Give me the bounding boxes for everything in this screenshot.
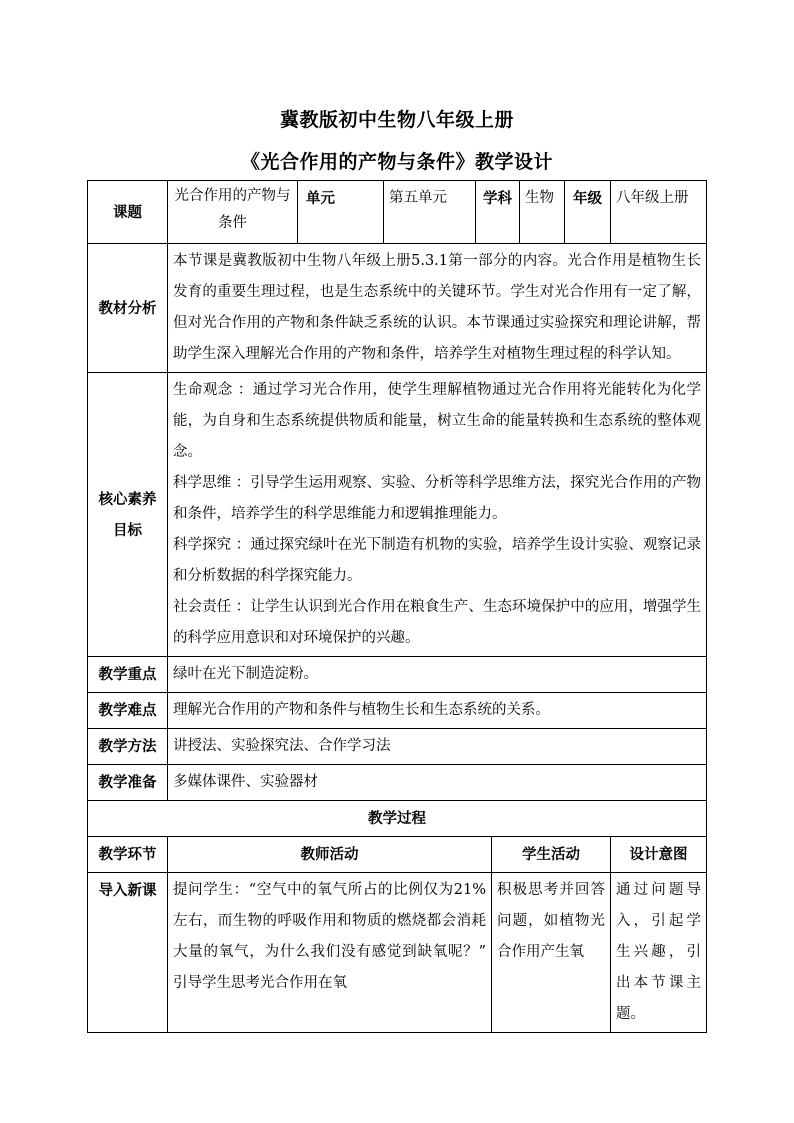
process-col-intent: 设计意图 (611, 837, 707, 873)
course-value (168, 181, 298, 244)
document-subtitle: 《光合作用的产物与条件》教学设计 (240, 151, 553, 173)
difficulty-label: 教学难点 (88, 693, 168, 729)
textbook-analysis-label: 教材分析 (88, 244, 168, 373)
methods-label: 教学方法 (88, 729, 168, 765)
textbook-analysis-paragraph: 本节课是冀教版初中生物八年级上册5.3.1第一部分的内容。光合作用是植物生长发育的重要生理过程，也是生态系统中的关键环节。学生对光合作用有一定了解，但对光合作用的产物和条件缺乏系统的认识。本节课通过实验探究和理论讲解，帮助学生深入理解光合作用的产物和条件，培养学生对植物生理过程的科学认知。 (173, 253, 701, 362)
unit-value: 第五单元 (384, 181, 476, 244)
preparation-row (88, 765, 707, 801)
process-teacher-activity: 提问学生：“空气中的氧气所占的比例仅为21% 左右，而生物的呼吸作用和物质的燃烧都会消耗大量的氧气，为什么我们没有感觉到缺氧呢？” 引导学生思考光合作用在氧 (168, 873, 492, 1033)
process-col-stage: 教学环节 (88, 837, 168, 873)
process-student-activity: 积极思考并回答问题，如植物光合作用产生氧 (492, 873, 611, 1033)
difficulty-row (88, 693, 707, 729)
core-literacy-label-line1: 核心素养 (98, 490, 157, 508)
core-literacy-item: 生命观念 ：通过学习光合作用，使学生理解植物通过光合作用将光能转化为化学能，为自身和生态系统提供物质和能量，树立生命的能量转换和生态系统的整体观念。 (173, 382, 701, 460)
course-label: 课题 (88, 181, 168, 244)
preparation-text: 多媒体课件、实验器材 (168, 765, 707, 801)
table-row (88, 873, 707, 1033)
info-row (88, 181, 707, 244)
process-header-row (88, 837, 707, 873)
grade-value: 八年级上册 (611, 181, 707, 244)
core-literacy-label (88, 373, 168, 657)
core-literacy-item: 社会责任 ：让学生认识到光合作用在粮食生产、生态环境保护中的应用，增强学生的科学应用意识和对环境保护的兴趣。 (173, 599, 701, 646)
methods-row (88, 729, 707, 765)
difficulty-text: 理解光合作用的产物和条件与植物生长和生态系统的关系。 (168, 693, 707, 729)
preparation-label: 教学准备 (88, 765, 168, 801)
process-title-row (88, 801, 707, 837)
process-stage: 导入新课 (88, 873, 168, 1033)
core-literacy-label-line2: 目标 (113, 521, 142, 539)
process-col-student: 学生活动 (492, 837, 611, 873)
subject-value: 生物 (520, 181, 565, 244)
core-literacy-row (88, 373, 707, 657)
core-literacy-item: 科学探究 ：通过探究绿叶在光下制造有机物的实验，培养学生设计实验、观察记录和分析数据的科学探究能力。 (173, 537, 701, 584)
course-value-text: 光合作用的产物与条件 (174, 188, 291, 231)
key-point-row (88, 657, 707, 693)
grade-label: 年级 (565, 181, 611, 244)
process-title: 教学过程 (88, 801, 707, 837)
unit-label: 单元 (298, 181, 384, 244)
key-point-text: 绿叶在光下制造淀粉。 (168, 657, 707, 693)
methods-text: 讲授法、实验探究法、合作学习法 (168, 729, 707, 765)
textbook-analysis-row (88, 244, 707, 373)
subject-label: 学科 (476, 181, 520, 244)
process-design-intent: 通过问题导入，引起学生兴趣，引出本节课主题。 (611, 873, 707, 1033)
core-literacy-content (168, 373, 707, 657)
textbook-analysis-text (168, 244, 707, 373)
lesson-plan-table (87, 180, 707, 1033)
key-point-label: 教学重点 (88, 657, 168, 693)
document-title: 冀教版初中生物八年级上册 (279, 109, 514, 131)
process-col-teacher: 教师活动 (168, 837, 492, 873)
core-literacy-item: 科学思维 ：引导学生运用观察、实验、分析等科学思维方法，探究光合作用的产物和条件，培养学生的科学思维能力和逻辑推理能力。 (173, 475, 701, 522)
